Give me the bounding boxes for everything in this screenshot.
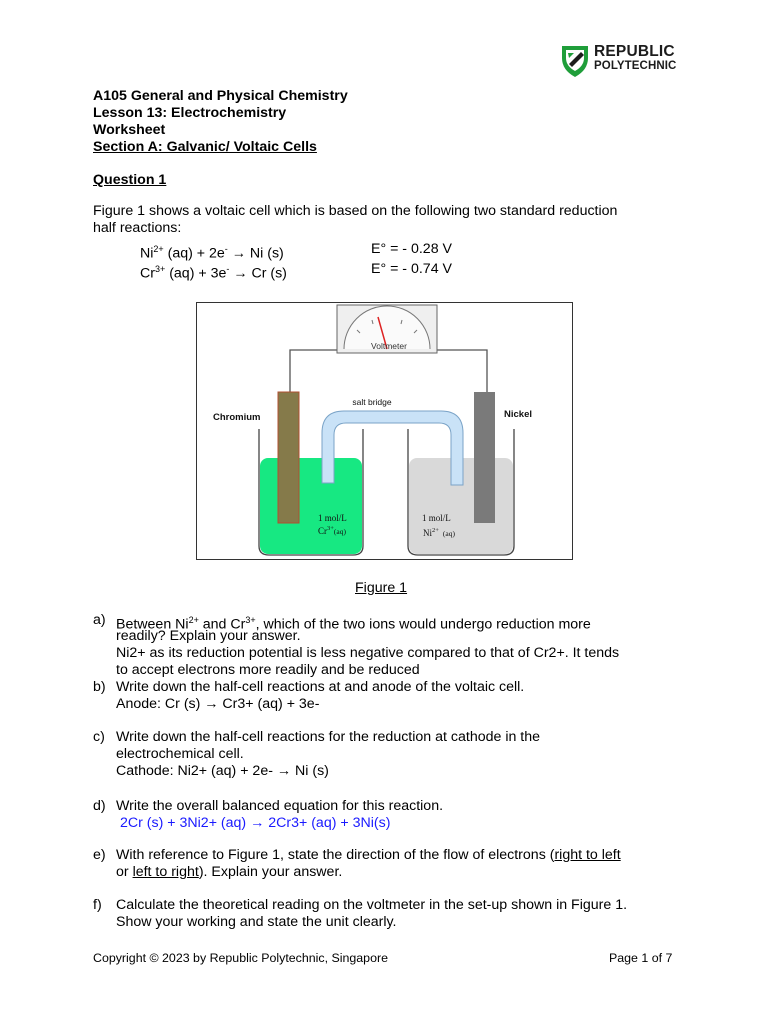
part-f-label: f) (93, 897, 102, 913)
part-c-question-line: Write down the half-cell reactions for the reduction at cathode in the (116, 729, 541, 745)
half-reaction-ni (140, 241, 500, 263)
salt-bridge-label: salt bridge (352, 397, 392, 407)
part-f-question-line: Show your working and state the unit clearly. (116, 914, 397, 930)
part-b-label: b) (93, 679, 106, 695)
document-header (93, 88, 348, 156)
reaction-ion: Cr (140, 265, 155, 282)
part-d-label: d) (93, 798, 106, 814)
section-title: Section A: Galvanic/ Voltaic Cells (93, 139, 317, 155)
logo-line2: POLYTECHNIC (594, 60, 677, 72)
part-a-answer-line: Ni2+ as its reduction potential is less negative compared to that of Cr2+. It tends (116, 645, 620, 661)
reaction-product: Cr (s) (251, 265, 287, 282)
part-d-question: Write the overall balanced equation for this reaction. (116, 798, 444, 814)
chromium-ion-label: $Cr^{3+}_{(aq)}$ (318, 525, 346, 536)
part-a-question-line: Between $Ni^{2+}$ and $Cr^{3+}$, which of the two ions would undergo reduction more (116, 615, 591, 633)
reaction-reactants: (aq) + 2e (163, 245, 225, 262)
reaction-charge: 3+ (154, 264, 166, 274)
logo-line1: REPUBLIC (594, 43, 675, 60)
arrow-icon: → (229, 265, 252, 282)
option-left-to-right: left to right (132, 864, 199, 880)
intro-paragraph (93, 203, 617, 237)
nickel-concentration: 1 mol/L (422, 513, 451, 523)
part-c-answer: Cathode: Ni2+ (aq) + 2e- → Ni (s) (116, 763, 329, 779)
part-e-question-line: With reference to Figure 1, state the direction of the flow of electrons (right to left (116, 847, 621, 863)
reduction-potential: E° = - 0.74 V (371, 261, 452, 277)
voltaic-cell-figure (196, 302, 573, 560)
nickel-electrode (474, 392, 495, 523)
reduction-potential: E° = - 0.28 V (371, 241, 452, 257)
nickel-label: Nickel (504, 409, 532, 420)
part-b-question: Write down the half-cell reactions at and anode of the voltaic cell. (116, 679, 525, 695)
part-a-answer-line: to accept electrons more readily and be reduced (116, 662, 420, 678)
part-c-label: c) (93, 729, 105, 745)
figure-caption: Figure 1 (355, 580, 408, 596)
chromium-label: Chromium (213, 412, 261, 423)
chromium-solution (260, 458, 362, 554)
footer-copyright: Copyright © 2023 by Republic Polytechnic, Singapore (93, 951, 388, 965)
shield-logo-icon (560, 44, 590, 78)
reaction-reactants: (aq) + 3e (165, 265, 227, 282)
part-e-question-line: or left to right). Explain your answer. (116, 864, 343, 880)
half-reaction-cr (140, 261, 500, 283)
chromium-concentration: 1 mol/L (318, 513, 347, 523)
question-title: Question 1 (93, 172, 167, 188)
chromium-electrode (278, 392, 299, 523)
option-right-to-left: right to left (554, 847, 621, 863)
republic-polytechnic-logo (560, 44, 680, 78)
course-title: A105 General and Physical Chemistry (93, 88, 348, 104)
reaction-product: Ni (s) (249, 245, 284, 262)
electron-charge: - (224, 244, 228, 254)
part-a-label: a) (93, 612, 106, 628)
voltaic-cell-diagram (197, 303, 572, 559)
reaction-ion: Ni (140, 245, 154, 262)
footer-page-number: Page 1 of 7 (609, 951, 673, 965)
electron-charge: - (226, 264, 230, 274)
nickel-ion-label: $Ni^{2+}$ $_{(aq)}$ (423, 527, 455, 538)
reaction-charge: 2+ (153, 244, 164, 254)
part-c-question-line: electrochemical cell. (116, 746, 244, 762)
part-d-answer: 2Cr (s) + 3Ni2+ (aq) → 2Cr3+ (aq) + 3Ni(s) (120, 815, 391, 831)
voltmeter-label: Voltmeter (371, 341, 407, 351)
lesson-title: Lesson 13: Electrochemistry (93, 105, 287, 121)
part-a-question-line: readily? Explain your answer. (116, 628, 301, 644)
worksheet-label: Worksheet (93, 122, 166, 138)
intro-line: Figure 1 shows a voltaic cell which is based on the following two standard reduction (93, 203, 618, 219)
part-b-answer: Anode: Cr (s) → Cr3+ (aq) + 3e- (116, 696, 320, 712)
arrow-icon: → (227, 245, 250, 262)
intro-line: half reactions: (93, 220, 182, 236)
part-f-question-line: Calculate the theoretical reading on the voltmeter in the set-up shown in Figure 1. (116, 897, 628, 913)
part-e-label: e) (93, 847, 106, 863)
